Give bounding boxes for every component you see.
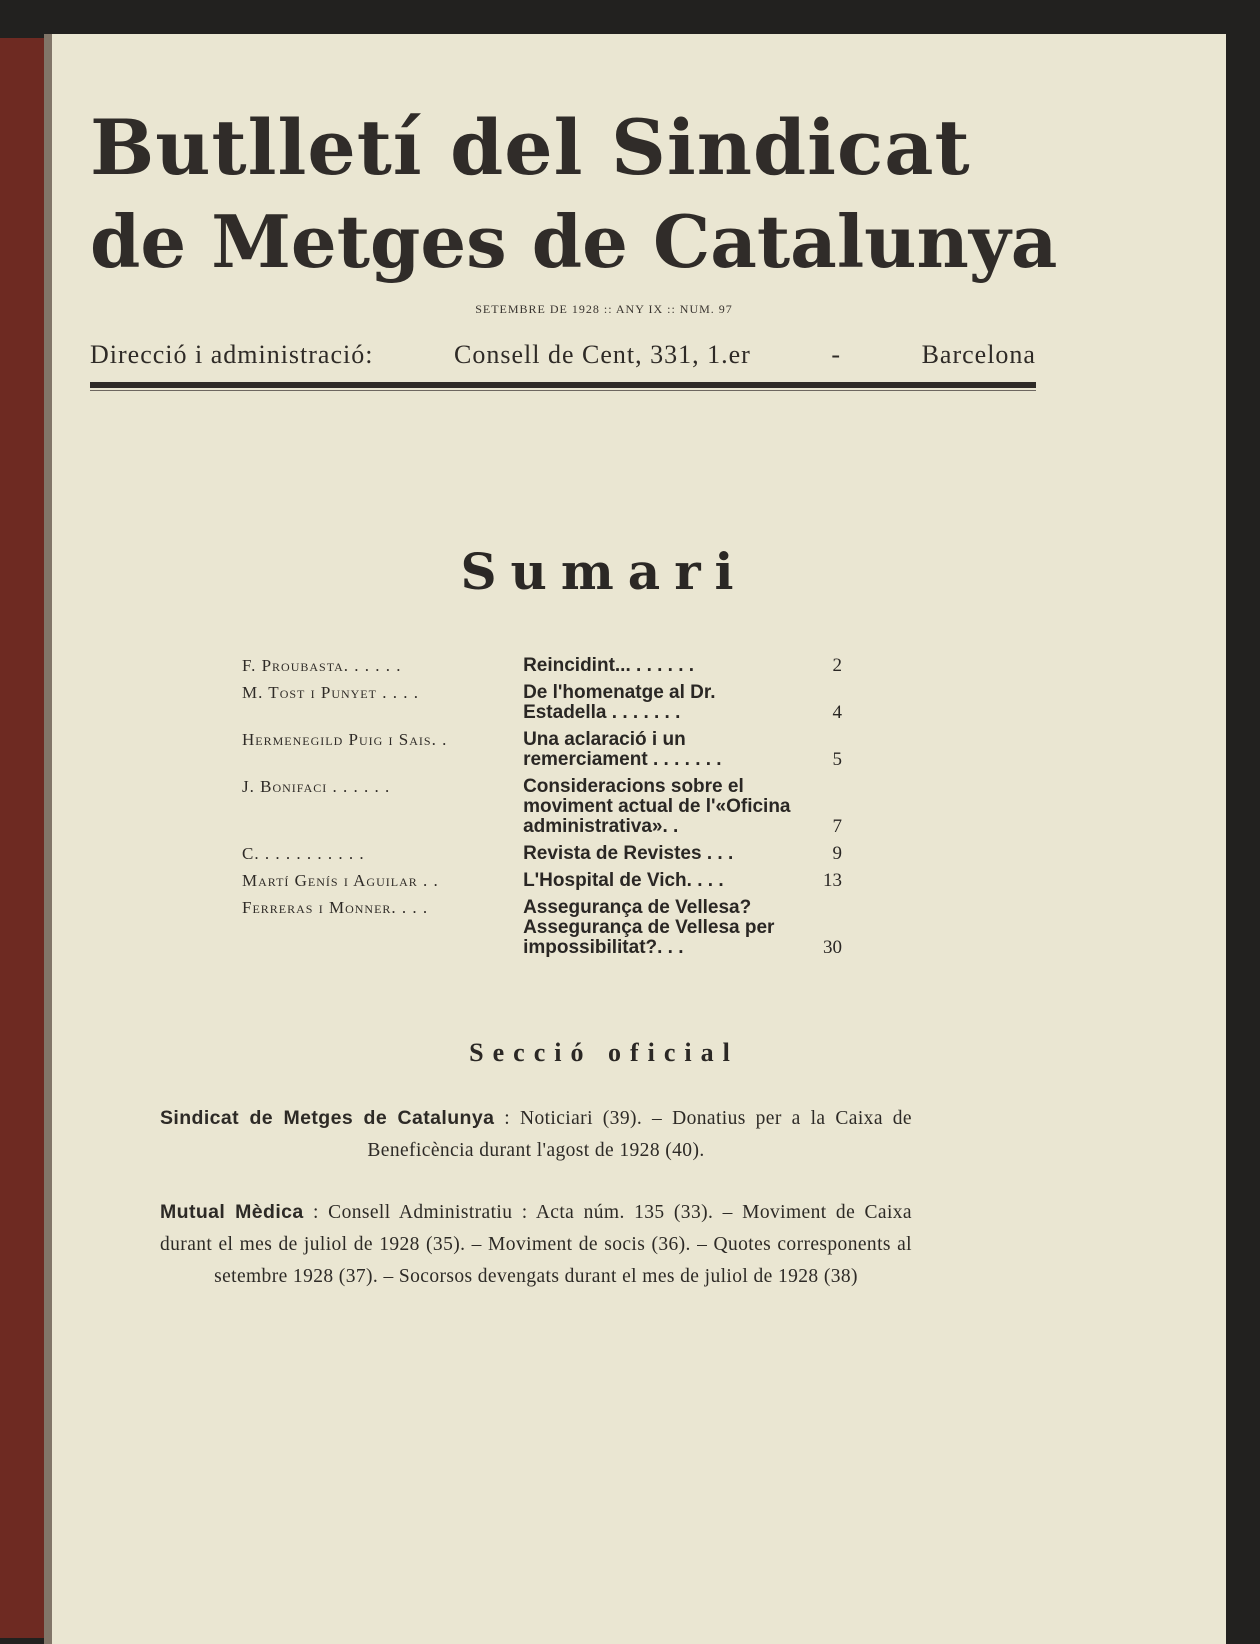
address-separator: -: [831, 340, 842, 369]
toc-entry: [242, 777, 842, 837]
paragraph-lead: Sindicat de Metges de Catalunya: [160, 1107, 495, 1129]
masthead-title-line1: Butlletí del Sindicat: [90, 103, 971, 192]
toc-page-number: 7: [832, 816, 842, 837]
toc-entry: [242, 683, 842, 723]
toc-title: De l'homenatge al Dr. Estadella . . . . . . .: [523, 682, 716, 723]
toc-title: Una aclaració i un remerciament . . . . . . .: [523, 729, 722, 770]
issue-info: SETEMBRE DE 1928 :: ANY IX :: NUM. 97: [475, 302, 733, 316]
book-spine: [0, 38, 50, 1638]
address-street: Consell de Cent, 331, 1.er: [454, 340, 751, 369]
toc-title: Consideracions sobre el moviment actual de l'«Oficina administrativa». .: [523, 776, 791, 837]
header-divider: [90, 382, 1036, 388]
toc-title: Reincidint... . . . . . .: [523, 655, 695, 676]
toc-entry: [242, 730, 842, 770]
official-paragraph: [160, 1102, 912, 1167]
toc-page-number: 30: [823, 937, 842, 958]
toc-title: Revista de Revistes . . .: [523, 843, 734, 864]
summary-heading: Sumari: [460, 542, 748, 601]
toc-page-number: 13: [823, 870, 842, 891]
toc-author: Ferreras i Monner. . . .: [242, 898, 429, 917]
toc-entry: [242, 898, 842, 958]
toc-author: J. Bonifaci . . . . . .: [242, 777, 391, 796]
page-binding-edge: [44, 34, 52, 1644]
toc-entry: [242, 844, 842, 864]
toc-page-number: 4: [832, 702, 842, 723]
toc-author: M. Tost i Punyet . . . .: [242, 683, 419, 702]
toc-page-number: 5: [832, 749, 842, 770]
toc-entry: [242, 871, 842, 891]
official-paragraph: [160, 1196, 912, 1293]
address-city: Barcelona: [921, 340, 1036, 369]
toc-title: Assegurança de Vellesa? Assegurança de Vellesa per impossibilitat?. . .: [523, 897, 775, 958]
table-of-contents: [242, 656, 842, 965]
address-line: [90, 340, 1036, 370]
toc-author: C. . . . . . . . . . .: [242, 844, 365, 863]
paragraph-lead: Mutual Mèdica: [160, 1201, 304, 1223]
header-divider-thin: [90, 390, 1036, 391]
document-page: [44, 34, 1226, 1644]
toc-entry: [242, 656, 842, 676]
toc-author: Hermenegild Puig i Sais. .: [242, 730, 448, 749]
toc-title: L'Hospital de Vich. . . .: [523, 870, 724, 891]
toc-page-number: 2: [832, 655, 842, 676]
paragraph-text: : Noticiari (39). – Donatius per a la Caixa de Beneficència durant l'agost de 1928 (40).: [367, 1108, 912, 1161]
paragraph-text: : Consell Administratiu : Acta núm. 135 (33). – Moviment de Caixa durant el mes de juliol de 1928 (35). – Moviment de socis (36). – Quotes corresponents al setembre 1928 (37). – Socorsos devengats durant el mes de juliol de 1928 (38): [160, 1202, 912, 1287]
toc-page-number: 9: [832, 843, 842, 864]
address-label: Direcció i administració:: [90, 340, 374, 369]
masthead-title-line2: de Metges de Catalunya: [90, 199, 1058, 284]
toc-author: Martí Genís i Aguilar . .: [242, 871, 439, 890]
toc-author: F. Proubasta. . . . . .: [242, 656, 402, 675]
official-section-heading: Secció oficial: [469, 1038, 739, 1067]
